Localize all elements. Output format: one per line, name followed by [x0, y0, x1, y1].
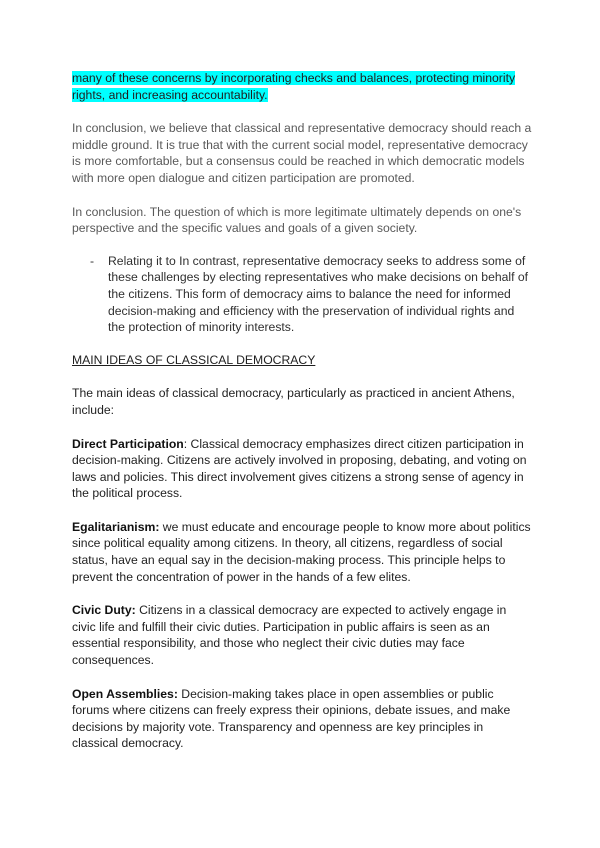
idea-text: Decision-making takes place in open assemblies or public forums where citizens can freely express their opinions, debate issues, and make decisions by majority vote. Transparency and openness are key principles in classical democracy. [72, 686, 511, 751]
section-intro: The main ideas of classical democracy, particularly as practiced in ancient Athens, include: [72, 386, 515, 417]
bullet-dash: - [90, 253, 95, 268]
document-page [72, 70, 532, 752]
idea-term: Direct Participation [72, 436, 184, 451]
section-heading: MAIN IDEAS OF CLASSICAL DEMOCRACY [72, 352, 316, 367]
idea-text: we must educate and encourage people to know more about politics since political equality among citizens. In theory, all citizens, regardless of social status, have an equal say in the decision-making process. This principle helps to prevent the concentration of power in the hands of a few elites. [72, 519, 531, 584]
idea-egalitarianism [72, 519, 532, 585]
highlighted-intro-text: many of these concerns by incorporating checks and balances, protecting minority rights, and increasing accountability. [72, 71, 516, 102]
idea-term: Open Assemblies: [72, 686, 178, 701]
idea-term: Civic Duty: [72, 603, 136, 618]
idea-term: Egalitarianism: [72, 519, 160, 534]
highlighted-intro-paragraph [72, 70, 532, 103]
bullet-text: Relating it to In contrast, representative democracy seeks to address some of these challenges by electing representatives who make decisions on behalf of the citizens. This form of democracy aims to balance the need for informed decision-making and efficiency with the preservation of individual rights and the protection of minority interests. [108, 253, 529, 335]
conclusion-paragraph-1: In conclusion, we believe that classical and representative democracy should reach a middle ground. It is true that with the current social model, representative democracy is more comfortable, but a consensus could be reached in which democratic models with more open dialogue and citizen participation are promoted. [72, 121, 532, 185]
conclusion-paragraph-2: In conclusion. The question of which is more legitimate ultimately depends on one's perspective and the specific values and goals of a given society. [72, 204, 522, 236]
idea-civic-duty [72, 602, 532, 668]
idea-direct-participation [72, 436, 532, 502]
idea-text: Classical democracy emphasizes direct citizen participation in decision-making. Citizens are actively involved in proposing, debating, and voting on laws and policies. This direct involvement gives citizens a strong sense of agency in the political process. [72, 436, 527, 501]
idea-separator: : [183, 436, 191, 451]
idea-open-assemblies [72, 686, 532, 752]
bullet-item [90, 253, 532, 336]
idea-text: Citizens in a classical democracy are expected to actively engage in civic life and fulfill their civic duties. Participation in public affairs is seen as an essential responsibility, and those who neglect their civic duties may face consequences. [72, 603, 507, 668]
